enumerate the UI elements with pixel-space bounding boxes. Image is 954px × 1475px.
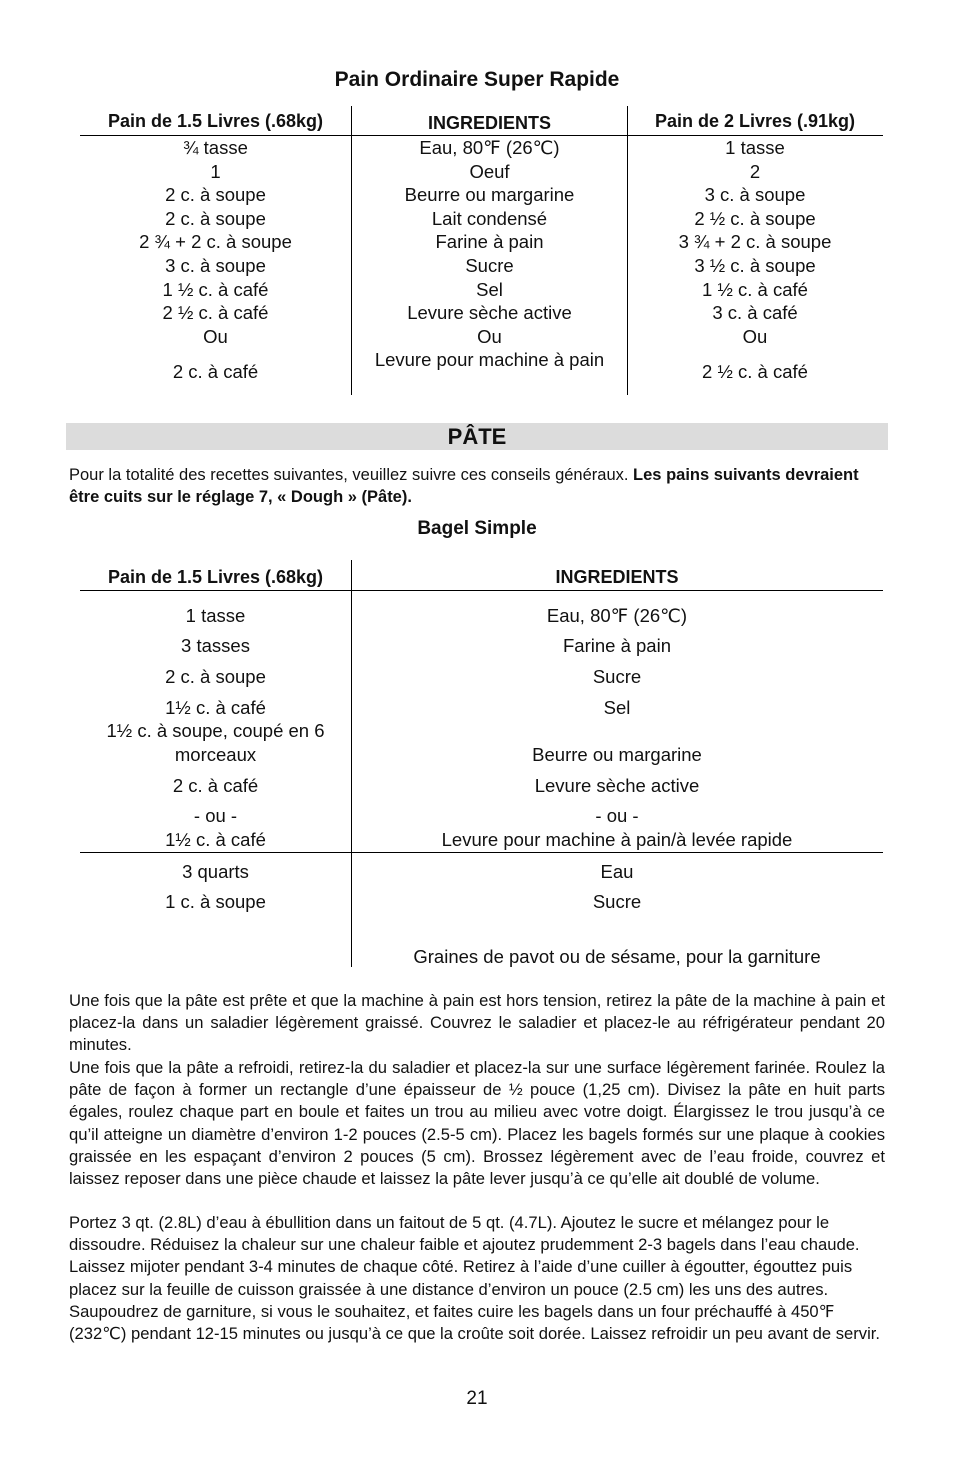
recipe-title-bagel: Bagel Simple — [417, 518, 537, 539]
table-row: Eau — [600, 861, 634, 882]
table-row: 1 tasse — [185, 605, 246, 626]
table-row: 3 c. à soupe — [165, 255, 266, 276]
table-row: 2 c. à soupe — [165, 184, 266, 206]
recipe1-header-col1: Pain de 1.5 Livres (.68kg) — [107, 111, 324, 131]
table-row: Lait condensé — [431, 207, 548, 229]
table-row: Levure pour machine à pain — [374, 349, 605, 370]
table-row: Sucre — [592, 891, 642, 912]
table-row: 2 c. à soupe — [165, 666, 266, 687]
table-row: 1 c. à soupe — [165, 891, 266, 912]
intro-bold-text: Les pains suivants devraient être cuits sur le réglage 7, « Dough » (Pâte). — [69, 466, 859, 506]
table-row: Graines de pavot ou de sésame, pour la garniture — [413, 946, 821, 967]
section-intro — [69, 464, 887, 508]
intro-normal-text: Pour la totalité des recettes suivantes, veuillez suivre ces conseils généraux. — [69, 466, 629, 484]
table-row: 3 c. à café — [712, 302, 798, 324]
table-row: 3 quarts — [182, 861, 249, 882]
table-row: 2 c. à café — [172, 775, 259, 796]
table-row: Sucre — [592, 666, 642, 687]
table-row: 1½ c. à café — [165, 697, 266, 718]
table-row: Oeuf — [469, 160, 510, 182]
table-row: Sel — [476, 278, 503, 300]
table-row: 3 ½ c. à soupe — [694, 255, 816, 276]
table-row: 1 ½ c. à café — [702, 278, 808, 300]
table-row: 2 ¾ + 2 c. à soupe — [139, 231, 292, 253]
table-row: ¾ tasse — [183, 137, 248, 158]
table-row: Farine à pain — [435, 231, 544, 253]
table-row: Beurre ou margarine — [404, 184, 575, 206]
table-row: 3 tasses — [181, 635, 250, 656]
table-row: Ou — [477, 325, 502, 347]
recipe1-header-col3: Pain de 2 Livres (.91kg) — [654, 111, 856, 131]
table-row: Levure sèche active — [407, 302, 572, 324]
table-row: Levure sèche active — [534, 775, 700, 796]
recipe-title-pain-ordinaire: Pain Ordinaire Super Rapide — [334, 68, 620, 91]
table-row: - ou - — [193, 805, 238, 826]
table-row: 1½ c. à soupe, coupé en 6 morceaux — [106, 720, 325, 765]
table-row: Eau, 80℉ (26℃) — [419, 137, 560, 158]
table-row: 1 — [210, 160, 221, 182]
table-row: 1 ½ c. à café — [162, 278, 269, 300]
recipe2-header-col1: Pain de 1.5 Livres (.68kg) — [107, 567, 324, 587]
table-row: Farine à pain — [563, 635, 671, 656]
recipe2-group-rule — [80, 852, 883, 853]
instruction-paragraph-1: Une fois que la pâte est prête et que la machine à pain est hors tension, retirez la pâte de la machine à pain et placez-la dans un saladier légèrement graissé. Couvrez le saladier et placez-le au réfrigérateur pendant 20 minutes. — [69, 991, 885, 1055]
instruction-paragraph-3: Portez 3 qt. (2.8L) d’eau à ébullition dans un faitout de 5 qt. (4.7L). Ajoutez le sucre et mélangez pour le dissoudre. Réduisez la chaleur sur une chaleur faible et ajoutez prudemment 2-3 bagels dans l’eau chaude. Laissez mijoter pendant 3-4 minutes de chaque côté. Retirez à l’aide d’une cuiller à égoutter, égouttez puis placez sur la feuille de cuisson graissée à une distance d’environ un pouce (2.5 cm) les uns des autres. Saupoudrez de garniture, si vous le souhaitez, et faites cuire les bagels dans un four préchauffé à 450℉ (232℃) pendant 12-15 minutes ou jusqu’à ce que la croûte soit dorée. Laissez refroidir un peu avant de servir. — [69, 1213, 881, 1344]
table-row: Beurre ou margarine — [532, 744, 702, 765]
table-row: Sel — [603, 697, 631, 718]
table-row: Sucre — [465, 255, 514, 276]
table-row: Ou — [742, 325, 768, 347]
table-row: Eau, 80℉ (26℃) — [546, 605, 688, 626]
table-row: - ou - — [595, 805, 639, 826]
table-row: 2 ½ c. à soupe — [694, 207, 816, 229]
table-row: 2 c. à soupe — [165, 207, 266, 229]
section-title-pate: PÂTE — [447, 424, 507, 449]
table-row: 3 ¾ + 2 c. à soupe — [678, 231, 832, 253]
instruction-paragraph-2: Une fois que la pâte a refroidi, retirez-la du saladier et placez-la sur une surface légèrement farinée. Roulez la pâte de façon à former un rectangle d’une épaisseur de ½ pouce (1,25 cm). Divisez la pâte en huit parts égales, roulez chaque part en boule et faites un trou au milieu avec votre doigt. Élargissez le trou jusqu’à ce qu’il atteigne un diamètre d’environ 1-2 pouces (2.5-5 cm). Placez les bagels formés sur une plaque à cookies graissée en les espaçant d’environ 2 pouces (5 cm). Brossez légèrement avec de l’eau froide, couvrez et laissez reposer dans une pièce chaude et laissez la pâte lever jusqu’à ce qu’elle ait doublé de volume. — [69, 1058, 885, 1189]
table-row: 1 tasse — [725, 137, 785, 158]
table-row: 3 c. à soupe — [704, 184, 806, 206]
recipe1-header-col2: INGREDIENTS — [427, 113, 551, 133]
page-number: 21 — [466, 1388, 488, 1409]
recipe2-header-col2: INGREDIENTS — [555, 567, 679, 587]
table-row: Ou — [203, 325, 228, 347]
table-row: 2 ½ c. à café — [162, 302, 269, 324]
table-row: Levure pour machine à pain/à levée rapide — [441, 829, 793, 850]
table-row: 1½ c. à café — [165, 829, 266, 850]
recipe2-header-rule — [80, 590, 883, 591]
table-row: 2 c. à café — [172, 361, 259, 382]
table-row: 2 — [749, 160, 761, 182]
table-row: 2 ½ c. à café — [702, 361, 808, 382]
